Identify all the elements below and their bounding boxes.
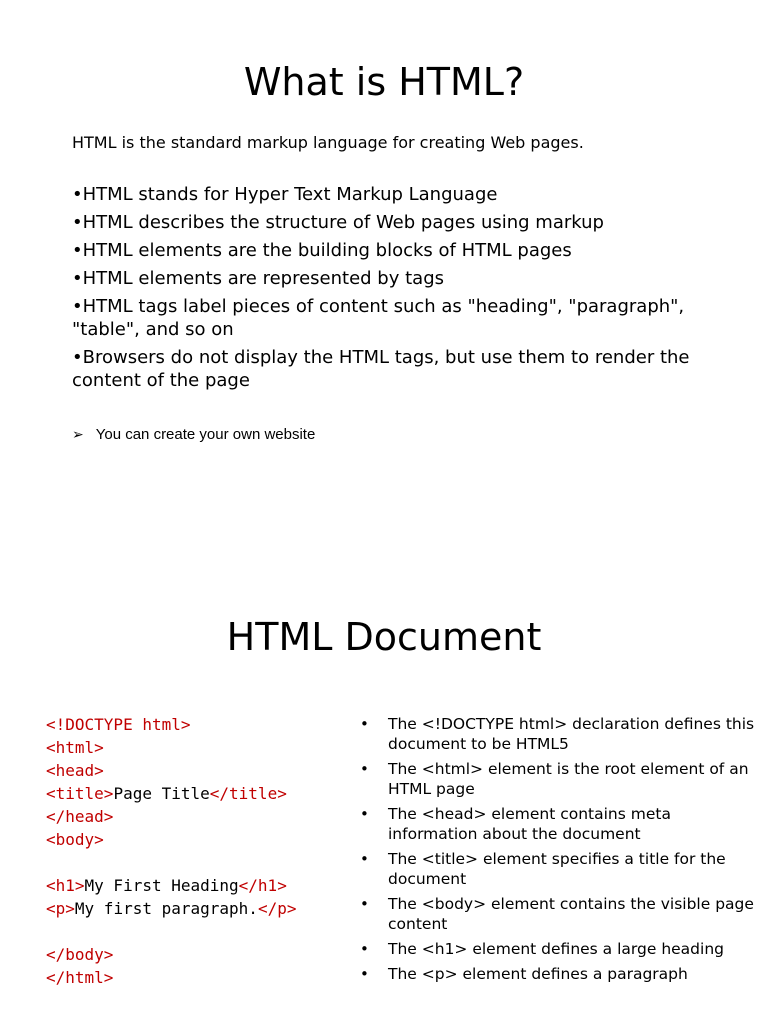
code-line [46,713,296,736]
code-tag: <html> [46,738,104,757]
bullet-icon: • [360,940,369,958]
bullet-icon: • [360,965,369,983]
list-item: •HTML elements are represented by tags [72,268,444,289]
code-line [46,897,296,920]
bullet-icon: • [360,715,369,733]
code-tag: <p> [46,899,75,918]
arrow-item-text: You can create your own website [95,426,316,443]
code-line [46,736,296,759]
list-item-text: The <title> element specifies a title for the document [388,850,726,888]
code-line [46,851,296,874]
list-item-text: The <!DOCTYPE html> declaration defines this document to be HTML5 [388,715,755,753]
code-line [46,874,296,897]
code-tag: <head> [46,761,104,780]
list-item [360,849,760,889]
code-sample [46,713,296,989]
list-item [360,759,760,799]
list-item: •HTML describes the structure of Web pages using markup [72,212,604,233]
code-tag: </head> [46,807,114,826]
list-item [360,939,760,959]
code-tag: </body> [46,945,114,964]
slide-title: HTML Document [226,615,542,659]
code-line [46,782,296,805]
code-line [46,943,296,966]
list-item-text: The <html> element is the root element of an HTML page [388,760,749,798]
code-line [46,805,296,828]
list-item [360,964,760,984]
slide-html-document [0,512,768,1024]
code-tag: <body> [46,830,104,849]
bullet-icon: • [360,850,369,868]
code-text: Page Title [113,784,210,803]
list-item-text: The <h1> element defines a large heading [388,940,724,958]
arrow-bullet-icon: ➢ [72,426,84,442]
intro-text: HTML is the standard markup language for creating Web pages. [72,133,584,152]
list-item [360,894,760,934]
list-item [360,714,760,754]
list-item-text: The <p> element defines a paragraph [388,965,688,983]
code-tag: </html> [46,968,114,987]
code-tag: </h1> [238,876,287,895]
element-descriptions-list [360,714,760,989]
bullet-icon: • [360,805,369,823]
list-item: •HTML tags label pieces of content such as "heading", "paragraph", "table", and so on [72,296,685,340]
code-tag: <title> [46,784,114,803]
list-item-text: The <head> element contains meta information about the document [388,805,671,843]
bullet-icon: • [360,760,369,778]
code-line [46,966,296,989]
code-line [46,920,296,943]
list-item: •HTML elements are the building blocks of HTML pages [72,240,572,261]
list-item-text: The <body> element contains the visible page content [388,895,754,933]
code-tag: </title> [209,784,287,803]
list-item: •HTML stands for Hyper Text Markup Language [72,184,498,205]
code-tag: <!DOCTYPE html> [46,715,191,734]
list-item [360,804,760,844]
bullet-icon: • [360,895,369,913]
code-text: My First Heading [84,876,239,895]
arrow-bullet-item [72,426,315,443]
slide-title: What is HTML? [243,60,525,104]
list-item: •Browsers do not display the HTML tags, but use them to render the content of the page [72,347,690,391]
code-text: My first paragraph. [74,899,258,918]
code-tag: </p> [257,899,297,918]
code-tag: <h1> [46,876,85,895]
code-line [46,828,296,851]
html-facts-list [72,183,732,397]
code-line [46,759,296,782]
